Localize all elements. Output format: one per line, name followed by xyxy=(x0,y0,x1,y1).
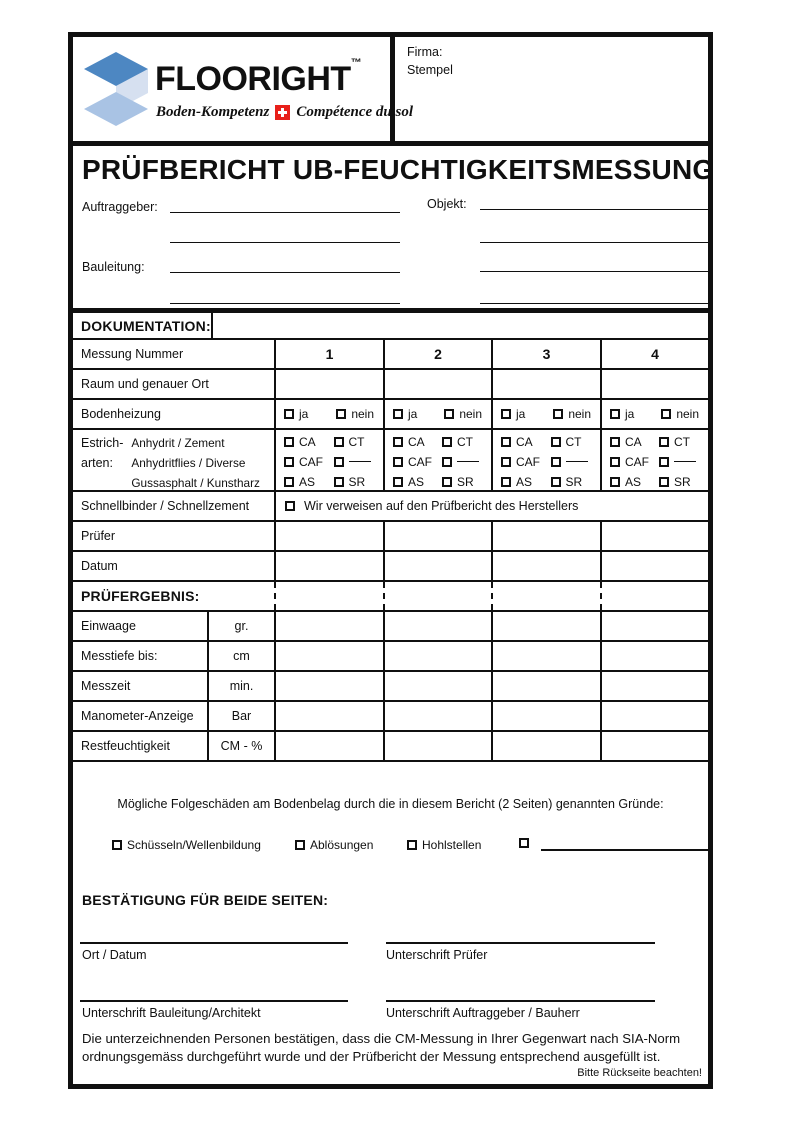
restfeuchtigkeit-unit: CM - % xyxy=(207,732,274,760)
bodenheizung-cell-4 xyxy=(600,400,708,428)
restfeuchtigkeit-cell-4[interactable] xyxy=(600,732,708,760)
ja-label: ja xyxy=(299,407,309,421)
einwaage-cell-4[interactable] xyxy=(600,612,708,640)
messtiefe-cell-4[interactable] xyxy=(600,642,708,670)
table-row-datum xyxy=(73,552,708,582)
firma-stamp-box[interactable] xyxy=(395,37,708,141)
other-checkbox[interactable] xyxy=(551,457,561,467)
ct-checkbox[interactable] xyxy=(551,437,561,447)
ca-label: CA xyxy=(408,434,425,449)
nein-label: nein xyxy=(568,407,591,421)
manometer-cell-1[interactable] xyxy=(274,702,383,730)
estricharten-types: Anhydrit / Zement Anhydritflies / Diverse Gussasphalt / Kunstharz xyxy=(131,436,260,490)
table-row-pruefer xyxy=(73,522,708,552)
caf-checkbox[interactable] xyxy=(393,457,403,467)
confirmation-text: Die unterzeichnenden Personen bestätigen, dass die CM-Messung in Ihrer Gegenwart nach SIA-Norm ordnungsgemäss durchgeführt wurde und der Prüfbericht der Messung entsprechend ausgefüllt ist. xyxy=(82,1031,681,1064)
objekt-input-line-2[interactable] xyxy=(480,242,708,243)
ca-label: CA xyxy=(299,434,316,449)
messtiefe-cell-3[interactable] xyxy=(491,642,600,670)
objekt-input-line[interactable] xyxy=(480,209,708,210)
swiss-flag-icon xyxy=(275,105,290,120)
spacer-cell xyxy=(600,582,708,610)
ca-checkbox[interactable] xyxy=(610,437,620,447)
form-border xyxy=(68,32,713,1089)
auftraggeber-input-line[interactable] xyxy=(170,212,400,213)
ct-checkbox[interactable] xyxy=(442,437,452,447)
unterschrift-auftraggeber-label: Unterschrift Auftraggeber / Bauherr xyxy=(386,1006,580,1020)
datum-label: Datum xyxy=(81,559,118,573)
header xyxy=(73,37,708,146)
unterschrift-auftraggeber-signature-line[interactable] xyxy=(386,1000,655,1002)
ja-label: ja xyxy=(625,407,635,421)
messzeit-cell-1[interactable] xyxy=(274,672,383,700)
as-checkbox[interactable] xyxy=(284,477,294,487)
nein-label: nein xyxy=(459,407,482,421)
bodenheizung-cell-1 xyxy=(274,400,383,428)
dokumentation-section-title: DOKUMENTATION: xyxy=(73,313,213,338)
ca-checkbox[interactable] xyxy=(501,437,511,447)
messzeit-unit: min. xyxy=(207,672,274,700)
estrich-cell-1 xyxy=(274,430,383,493)
bodenheizung-cell-2 xyxy=(383,400,491,428)
nein-checkbox[interactable] xyxy=(444,409,454,419)
schnellbinder-option-cell xyxy=(274,492,708,520)
nein-checkbox[interactable] xyxy=(336,409,346,419)
auftraggeber-label: Auftraggeber: xyxy=(82,200,158,214)
ja-label: ja xyxy=(408,407,418,421)
schuesseln-checkbox[interactable] xyxy=(112,840,122,850)
messtiefe-cell-2[interactable] xyxy=(383,642,491,670)
raum-cell-3[interactable] xyxy=(491,370,600,398)
table-row-manometer xyxy=(73,702,708,732)
caf-checkbox[interactable] xyxy=(284,457,294,467)
sr-label: SR xyxy=(674,474,691,489)
bauleitung-label: Bauleitung: xyxy=(82,260,145,274)
hohlstellen-label: Hohlstellen xyxy=(422,838,482,852)
table-row-schnellbinder xyxy=(73,492,708,522)
tagline-french: Compétence du sol xyxy=(296,104,414,120)
table-row-messung-nummer xyxy=(73,340,708,370)
ja-checkbox[interactable] xyxy=(393,409,403,419)
pruefer-label: Prüfer xyxy=(81,529,116,543)
table-row-einwaage xyxy=(73,612,708,642)
caf-label: CAF xyxy=(516,454,540,469)
raum-label: Raum und genauer Ort xyxy=(81,377,209,391)
table-row-pruefergebnis-header xyxy=(73,582,708,612)
brand-tagline xyxy=(156,104,413,121)
page-title: PRÜFBERICHT UB-FEUCHTIGKEITSMESSUNG xyxy=(82,154,715,185)
pruefer-cell-4[interactable] xyxy=(600,522,708,550)
as-label: AS xyxy=(408,474,425,489)
schuesseln-label: Schüsseln/Wellenbildung xyxy=(127,838,261,852)
messtiefe-cell-1[interactable] xyxy=(274,642,383,670)
schnellbinder-label: Schnellbinder / Schnellzement xyxy=(81,499,250,513)
ct-label: CT xyxy=(348,434,365,449)
einwaage-unit: gr. xyxy=(207,612,274,640)
ort-datum-signature-line[interactable] xyxy=(80,942,348,944)
caf-label: CAF xyxy=(299,454,323,469)
pruefergebnis-section-title: PRÜFERGEBNIS: xyxy=(81,588,200,604)
datum-cell-4[interactable] xyxy=(600,552,708,580)
hersteller-option-label: Wir verweisen auf den Prüfbericht des Herstellers xyxy=(304,499,579,513)
estrich-cell-2 xyxy=(383,430,491,493)
manometer-unit: Bar xyxy=(207,702,274,730)
sr-label: SR xyxy=(457,474,474,489)
spacer-cell xyxy=(274,582,383,610)
einwaage-label: Einwaage xyxy=(81,619,136,633)
hohlstellen-checkbox[interactable] xyxy=(407,840,417,850)
stempel-label: Stempel xyxy=(407,63,453,77)
estrich-cell-4 xyxy=(600,430,708,493)
as-label: AS xyxy=(625,474,642,489)
raum-cell-4[interactable] xyxy=(600,370,708,398)
other-reason-checkbox[interactable] xyxy=(519,838,529,848)
other-writein-line[interactable] xyxy=(457,461,479,462)
other-checkbox[interactable] xyxy=(659,457,669,467)
sr-checkbox[interactable] xyxy=(442,477,452,487)
messtiefe-label: Messtiefe bis: xyxy=(81,649,158,663)
table-row-messtiefe xyxy=(73,642,708,672)
folgeschaeden-option-2 xyxy=(295,838,373,852)
messzeit-cell-3[interactable] xyxy=(491,672,600,700)
restfeuchtigkeit-cell-2[interactable] xyxy=(383,732,491,760)
brand-name: FLOORIGHT™ xyxy=(155,57,362,98)
pruefer-cell-2[interactable] xyxy=(383,522,491,550)
abloesungen-label: Ablösungen xyxy=(310,838,374,852)
ca-checkbox[interactable] xyxy=(284,437,294,447)
restfeuchtigkeit-cell-3[interactable] xyxy=(491,732,600,760)
manometer-cell-3[interactable] xyxy=(491,702,600,730)
ja-label: ja xyxy=(516,407,526,421)
dokumentation-header-row xyxy=(73,313,708,340)
sr-label: SR xyxy=(565,474,583,489)
manometer-label: Manometer-Anzeige xyxy=(81,709,194,723)
table-row-restfeuchtigkeit xyxy=(73,732,708,762)
abloesungen-checkbox[interactable] xyxy=(295,840,305,850)
other-checkbox[interactable] xyxy=(442,457,452,467)
column-header-3: 3 xyxy=(491,340,600,368)
messzeit-cell-2[interactable] xyxy=(383,672,491,700)
einwaage-cell-2[interactable] xyxy=(383,612,491,640)
ct-checkbox[interactable] xyxy=(659,437,669,447)
ct-label: CT xyxy=(565,434,582,449)
ja-checkbox[interactable] xyxy=(610,409,620,419)
caf-label: CAF xyxy=(625,454,649,469)
caf-checkbox[interactable] xyxy=(610,457,620,467)
manometer-cell-2[interactable] xyxy=(383,702,491,730)
datum-cell-3[interactable] xyxy=(491,552,600,580)
other-reason-input-line[interactable] xyxy=(541,849,708,851)
hersteller-checkbox[interactable] xyxy=(285,501,295,511)
objekt-input-line-4[interactable] xyxy=(480,303,708,304)
caf-label: CAF xyxy=(408,454,432,469)
table-row-messzeit xyxy=(73,672,708,702)
unterschrift-pruefer-signature-line[interactable] xyxy=(386,942,655,944)
sr-checkbox[interactable] xyxy=(551,477,561,487)
ca-label: CA xyxy=(516,434,533,449)
messzeit-cell-4[interactable] xyxy=(600,672,708,700)
table-row-raum xyxy=(73,370,708,400)
backside-note: Bitte Rückseite beachten! xyxy=(577,1067,702,1079)
auftraggeber-input-line-2[interactable] xyxy=(170,242,400,243)
estricharten-label: Estrich- arten: xyxy=(81,436,124,470)
other-writein-line[interactable] xyxy=(349,461,371,462)
nein-label: nein xyxy=(351,407,374,421)
bauleitung-input-line[interactable] xyxy=(170,272,400,273)
pruefer-cell-3[interactable] xyxy=(491,522,600,550)
nein-checkbox[interactable] xyxy=(553,409,563,419)
pruefer-cell-1[interactable] xyxy=(274,522,383,550)
messung-nummer-label: Messung Nummer xyxy=(81,347,184,361)
unterschrift-pruefer-label: Unterschrift Prüfer xyxy=(386,948,488,962)
spacer-cell xyxy=(383,582,491,610)
table-row-bodenheizung xyxy=(73,400,708,430)
bodenheizung-cell-3 xyxy=(491,400,600,428)
as-checkbox[interactable] xyxy=(610,477,620,487)
raum-cell-1[interactable] xyxy=(274,370,383,398)
other-writein-line[interactable] xyxy=(566,461,588,462)
messzeit-label: Messzeit xyxy=(81,679,131,693)
raum-cell-2[interactable] xyxy=(383,370,491,398)
unterschrift-bauleitung-signature-line[interactable] xyxy=(80,1000,348,1002)
ja-checkbox[interactable] xyxy=(501,409,511,419)
objekt-input-line-3[interactable] xyxy=(480,271,708,272)
estrich-cell-3 xyxy=(491,430,600,493)
objekt-label: Objekt: xyxy=(427,197,467,211)
firma-label: Firma: xyxy=(407,45,443,59)
bauleitung-input-line-2[interactable] xyxy=(170,303,400,304)
spacer-cell xyxy=(491,582,600,610)
nein-checkbox[interactable] xyxy=(661,409,671,419)
as-label: AS xyxy=(516,474,533,489)
ct-label: CT xyxy=(457,434,473,449)
ct-label: CT xyxy=(674,434,690,449)
as-label: AS xyxy=(299,474,316,489)
as-checkbox[interactable] xyxy=(393,477,403,487)
folgeschaeden-option-1 xyxy=(112,838,261,852)
as-checkbox[interactable] xyxy=(501,477,511,487)
caf-checkbox[interactable] xyxy=(501,457,511,467)
ja-checkbox[interactable] xyxy=(284,409,294,419)
other-checkbox[interactable] xyxy=(334,457,344,467)
restfeuchtigkeit-cell-1[interactable] xyxy=(274,732,383,760)
restfeuchtigkeit-label: Restfeuchtigkeit xyxy=(81,739,170,753)
messtiefe-unit: cm xyxy=(207,642,274,670)
einwaage-cell-1[interactable] xyxy=(274,612,383,640)
folgeschaeden-option-3 xyxy=(407,838,481,852)
logo-cell xyxy=(73,37,414,141)
other-writein-line[interactable] xyxy=(674,461,696,462)
sr-checkbox[interactable] xyxy=(334,477,344,487)
unterschrift-bauleitung-label: Unterschrift Bauleitung/Architekt xyxy=(82,1006,261,1020)
bodenheizung-label: Bodenheizung xyxy=(81,407,161,421)
tagline-german: Boden-Kompetenz xyxy=(156,104,270,120)
datum-cell-2[interactable] xyxy=(383,552,491,580)
manometer-cell-4[interactable] xyxy=(600,702,708,730)
einwaage-cell-3[interactable] xyxy=(491,612,600,640)
sr-label: SR xyxy=(348,474,366,489)
floor-diamond-icon xyxy=(83,50,149,126)
ort-datum-label: Ort / Datum xyxy=(82,948,147,962)
ca-checkbox[interactable] xyxy=(393,437,403,447)
table-row-estricharten xyxy=(73,430,708,492)
datum-cell-1[interactable] xyxy=(274,552,383,580)
folgeschaeden-intro: Mögliche Folgeschäden am Bodenbelag durch die in diesem Bericht (2 Seiten) genannten Gründe: xyxy=(117,797,664,811)
column-header-4: 4 xyxy=(600,340,708,368)
trademark-symbol: ™ xyxy=(350,57,362,69)
ct-checkbox[interactable] xyxy=(334,437,344,447)
column-header-1: 1 xyxy=(274,340,383,368)
column-header-2: 2 xyxy=(383,340,491,368)
bestaetigung-section-title: BESTÄTIGUNG FÜR BEIDE SEITEN: xyxy=(82,892,329,908)
folgeschaeden-option-other xyxy=(519,838,529,848)
estricharten-label-cell xyxy=(73,430,274,493)
ca-label: CA xyxy=(625,434,642,449)
nein-label: nein xyxy=(676,407,699,421)
sr-checkbox[interactable] xyxy=(659,477,669,487)
